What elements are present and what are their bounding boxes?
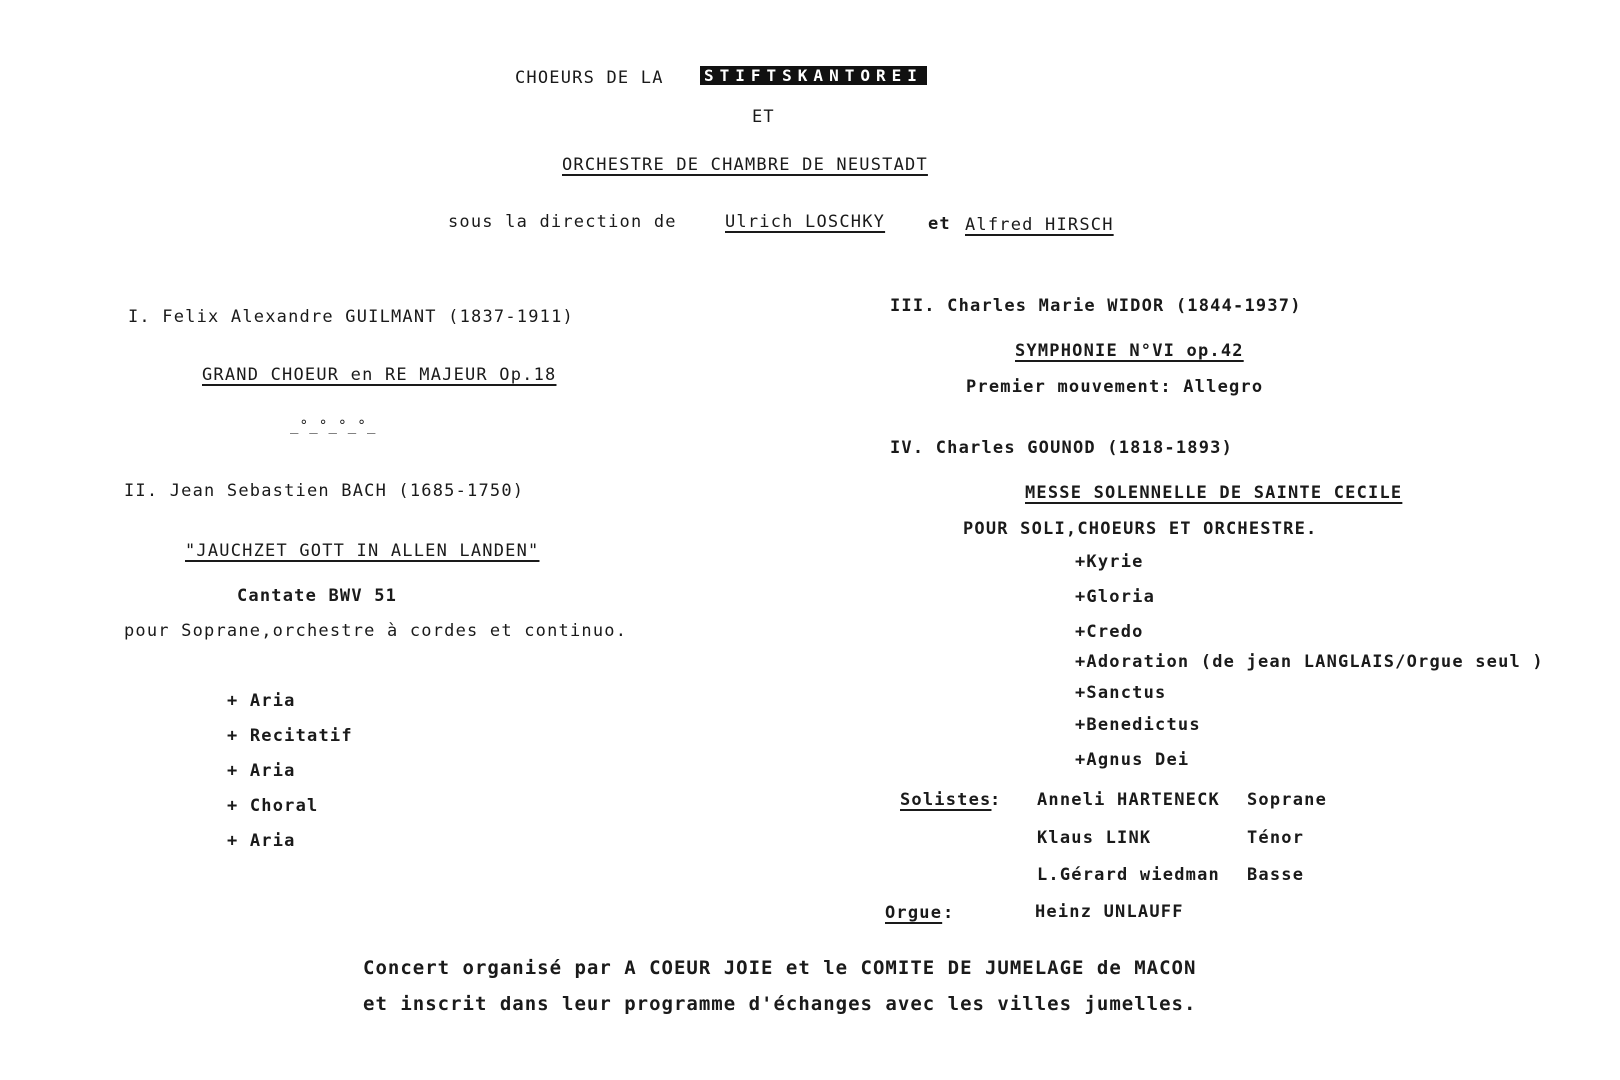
direction-conjunction: et (928, 214, 951, 234)
piece-2-movement: + Aria (227, 831, 296, 851)
header-et: ET (752, 107, 775, 127)
piece-4-movement: +Kyrie (1075, 552, 1144, 572)
piece-2-movement: + Recitatif (227, 726, 353, 746)
direction-prefix: sous la direction de (448, 212, 677, 232)
piece-4-title: MESSE SOLENNELLE DE SAINTE CECILE (1025, 483, 1403, 503)
piece-4-movement: +Adoration (de jean LANGLAIS/Orgue seul ) (1075, 652, 1544, 672)
piece-3-heading: III. Charles Marie WIDOR (1844-1937) (890, 296, 1302, 316)
soloist-voice: Soprane (1247, 790, 1328, 810)
piece-2-heading: II. Jean Sebastien BACH (1685-1750) (124, 481, 525, 501)
piece-4-movement: +Sanctus (1075, 683, 1167, 703)
piece-3-title: SYMPHONIE N°VI op.42 (1015, 341, 1244, 361)
soloist-voice: Ténor (1247, 828, 1305, 848)
soloist-name: Klaus LINK (1037, 828, 1152, 848)
piece-2-movement: + Choral (227, 796, 319, 816)
soloists-label-colon: : (990, 790, 1002, 810)
soloists-label: Solistes (900, 790, 992, 810)
footer-line-1: Concert organisé par A COEUR JOIE et le COMITE DE JUMELAGE de MACON (363, 957, 1197, 979)
soloist-name: Anneli HARTENECK (1037, 790, 1220, 810)
section-separator: _°_°_°_°_ (290, 418, 377, 434)
piece-4-movement: +Benedictus (1075, 715, 1201, 735)
piece-2-subtitle: Cantate BWV 51 (237, 586, 398, 606)
piece-2-detail: pour Soprane,orchestre à cordes et continuo. (124, 621, 628, 641)
piece-4-movement: +Credo (1075, 622, 1144, 642)
header-orchestra: ORCHESTRE DE CHAMBRE DE NEUSTADT (562, 155, 928, 175)
piece-3-detail: Premier mouvement: Allegro (966, 377, 1264, 397)
soloist-name: L.Gérard wiedman (1037, 865, 1220, 885)
conductor-2: Alfred HIRSCH (965, 215, 1114, 235)
organist-name: Heinz UNLAUFF (1035, 902, 1184, 922)
organ-label: Orgue (885, 903, 943, 923)
piece-4-detail: POUR SOLI,CHOEURS ET ORCHESTRE. (963, 519, 1318, 539)
organ-label-colon: : (943, 903, 955, 923)
soloist-voice: Basse (1247, 865, 1305, 885)
header-choir-name: STIFTSKANTOREI (700, 66, 927, 85)
piece-2-movement: + Aria (227, 691, 296, 711)
piece-4-heading: IV. Charles GOUNOD (1818-1893) (890, 438, 1234, 458)
footer-line-2: et inscrit dans leur programme d'échanges avec les villes jumelles. (363, 993, 1197, 1015)
piece-2-movement: + Aria (227, 761, 296, 781)
header-choirs-prefix: CHOEURS DE LA (515, 68, 664, 88)
conductor-1: Ulrich LOSCHKY (725, 212, 886, 232)
piece-1-heading: I. Felix Alexandre GUILMANT (1837-1911) (128, 307, 574, 327)
piece-4-movement: +Gloria (1075, 587, 1156, 607)
piece-1-title: GRAND CHOEUR en RE MAJEUR Op.18 (202, 365, 557, 385)
piece-4-movement: +Agnus Dei (1075, 750, 1190, 770)
piece-2-title: "JAUCHZET GOTT IN ALLEN LANDEN" (185, 541, 540, 561)
